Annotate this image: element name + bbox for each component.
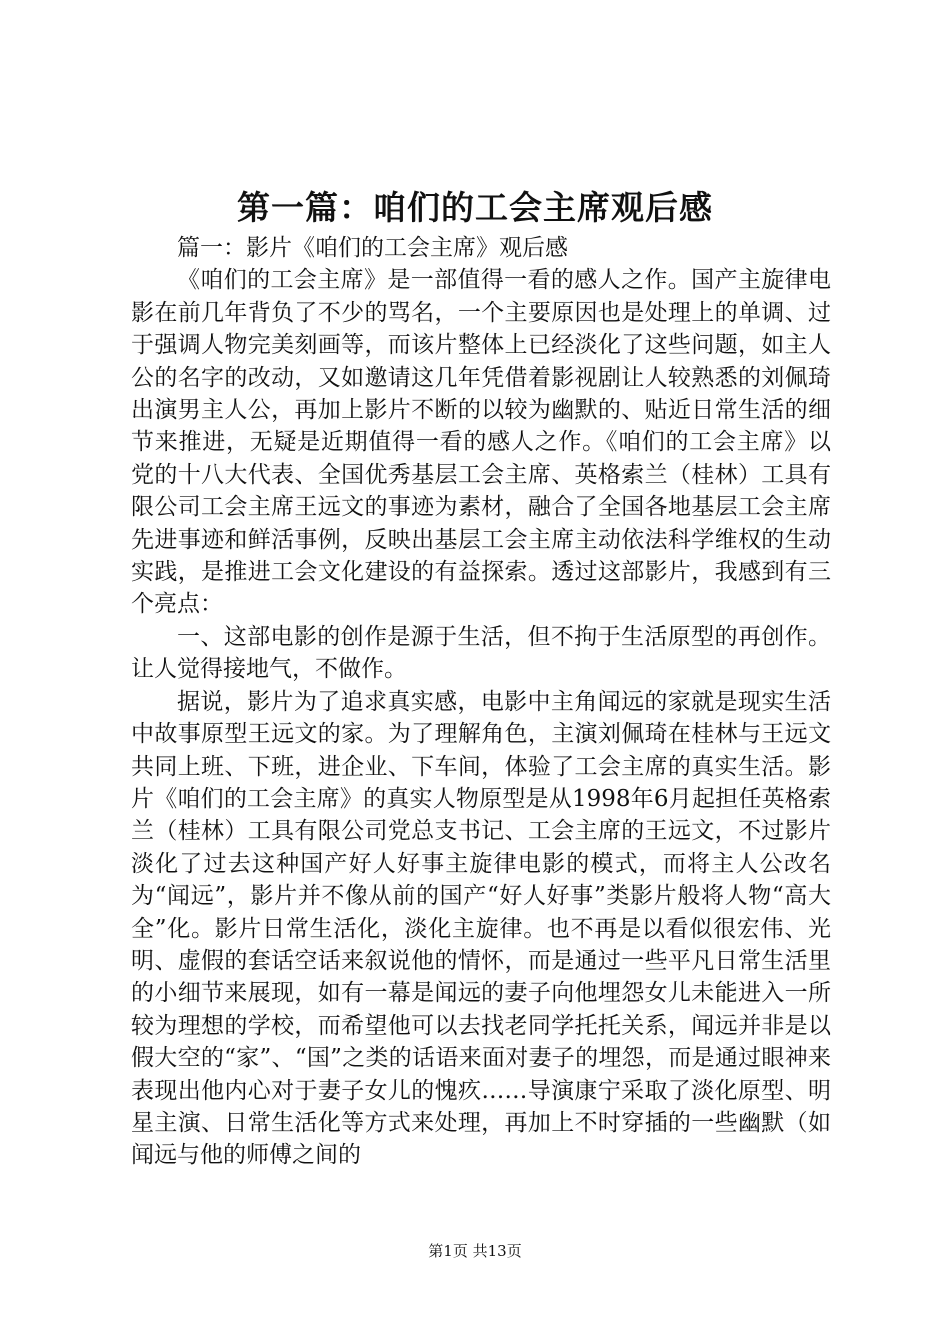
subtitle-paragraph: 篇一：影片《咱们的工会主席》观后感: [177, 235, 568, 261]
page-footer: 第1页 共13页: [428, 1242, 522, 1260]
body-paragraph: 据说，影片为了追求真实感，电影中主角闻远的家就是现实生活中故事原型王远文的家。为了理解角色，主演刘佩琦在桂林与王远文共同上班、下班，进企业、下车间，体验了工会主席的真实生活。影片《咱们的工会主席》的真实人物原型是从1998年6月起担任英格索兰（桂林）工具有限公司党总支书记、工会主席的王远文，不过影片淡化了过去这种国产好人好事主旋律电影的模式，而将主人公改名为“闻远”，影片并不像从前的国产“好人好事”类影片般将人物“高大全”化。影片日常生活化，淡化主旋律。也不再是以看似很宏伟、光明、虚假的套话空话来叙说他的情怀，而是通过一些平凡日常生活里的小细节来展现，如有一幕是闻远的妻子向他埋怨女儿未能进入一所较为理想的学校，而希望他可以去找老同学托托关系，闻远并非是以假大空的“家”、“国”之类的话语来面对妻子的埋怨，而是通过眼神来表现出他内心对于妻子女儿的愧疚……导演康宁采取了淡化原型、明星主演、日常生活化等方式来处理，再加上不时穿插的一些幽默（如闻远与他的师傅之间的: [131, 688, 831, 1169]
document-title: 第一篇：咱们的工会主席观后感: [237, 188, 713, 227]
document-body: [131, 232, 831, 1172]
body-paragraph: 《咱们的工会主席》是一部值得一看的感人之作。国产主旋律电影在前几年背负了不少的骂名，一个主要原因也是处理上的单调、过于强调人物完美刻画等，而该片整体上已经淡化了这些问题，如主人公的名字的改动，又如邀请这几年凭借着影视剧让人较熟悉的刘佩琦出演男主人公，再加上影片不断的以较为幽默的、贴近日常生活的细节来推进，无疑是近期值得一看的感人之作。《咱们的工会主席》以党的十八大代表、全国优秀基层工会主席、英格索兰（桂林）工具有限公司工会主席王远文的事迹为素材，融合了全国各地基层工会主席先进事迹和鲜活事例，反映出基层工会主席主动依法科学维权的生动实践，是推进工会文化建设的有益探索。透过这部影片，我感到有三个亮点：: [131, 267, 831, 618]
body-paragraph: 一、这部电影的创作是源于生活，但不拘于生活原型的再创作。让人觉得接地气，不做作。: [131, 623, 831, 683]
